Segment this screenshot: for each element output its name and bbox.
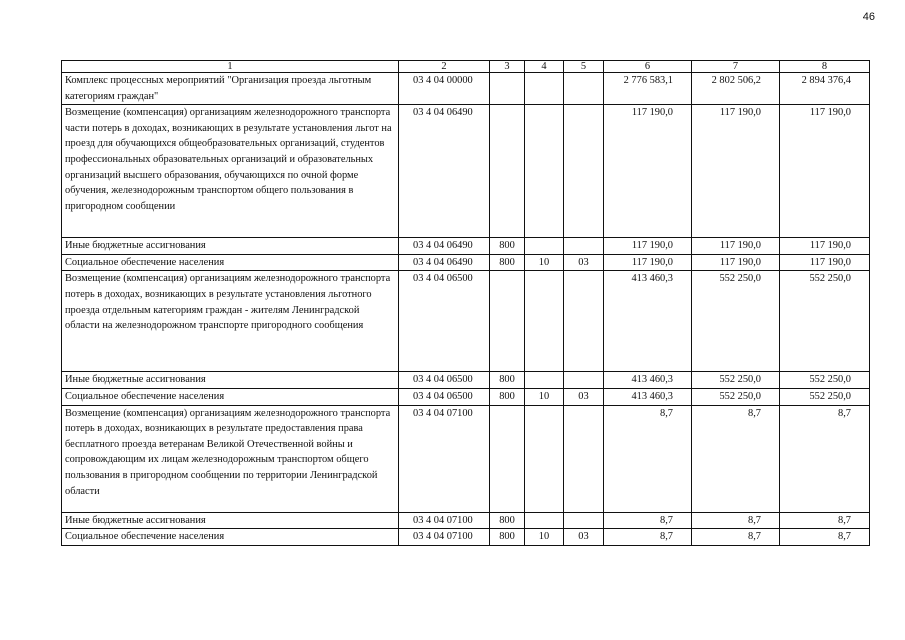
code-cell: 03 4 04 06490	[399, 254, 490, 271]
table-row	[62, 529, 870, 546]
description-cell: Возмещение (компенсация) организациям железнодорожного транспорта части потерь в доходах, возникающих в результате установления льгот на проезд для обучающихся общеобразовательных организаций, студентов профессиональных образовательных организаций и образовательных организаций высшего образования, обучающихся по очной форме обучения, железнодорожным транспортом общего пользования в пригородном сообщении	[62, 105, 399, 238]
col7-cell: 552 250,0	[692, 271, 780, 372]
col8-cell: 552 250,0	[780, 388, 870, 405]
col4-cell: 10	[525, 388, 564, 405]
col3-cell: 800	[490, 254, 525, 271]
header-row	[62, 61, 870, 73]
column-header: 8	[780, 61, 870, 73]
col7-cell: 2 802 506,2	[692, 73, 780, 105]
table-row	[62, 254, 870, 271]
col3-cell	[490, 105, 525, 238]
col4-cell	[525, 512, 564, 529]
col4-cell	[525, 271, 564, 372]
description-cell: Возмещение (компенсация) организациям железнодорожного транспорта потерь в доходах, возникающих в результате предоставления права бесплатного проезда ветеранам Великой Отечественной войны и сопровождающим их лицам железнодорожным транспортом общего пользования в пригородном сообщении по территории Ленинградской области	[62, 405, 399, 512]
col3-cell: 800	[490, 372, 525, 389]
col5-cell	[564, 238, 604, 255]
col8-cell: 117 190,0	[780, 105, 870, 238]
column-header: 5	[564, 61, 604, 73]
budget-table	[61, 60, 870, 546]
column-header: 6	[604, 61, 692, 73]
description-cell: Иные бюджетные ассигнования	[62, 512, 399, 529]
table-row	[62, 105, 870, 238]
col5-cell: 03	[564, 254, 604, 271]
col7-cell: 552 250,0	[692, 388, 780, 405]
col6-cell: 117 190,0	[604, 105, 692, 238]
description-cell: Возмещение (компенсация) организациям железнодорожного транспорта потерь в доходах, возникающих в результате установления льготного проезда отдельным категориям граждан - жителям Ленинградской области на железнодорожном транспорте пригородного сообщения	[62, 271, 399, 372]
col5-cell	[564, 271, 604, 372]
col3-cell: 800	[490, 238, 525, 255]
code-cell: 03 4 04 00000	[399, 73, 490, 105]
col5-cell	[564, 405, 604, 512]
col8-cell: 552 250,0	[780, 372, 870, 389]
col8-cell: 8,7	[780, 529, 870, 546]
code-cell: 03 4 04 06490	[399, 238, 490, 255]
col6-cell: 117 190,0	[604, 254, 692, 271]
table-row	[62, 238, 870, 255]
col4-cell	[525, 73, 564, 105]
code-cell: 03 4 04 06500	[399, 388, 490, 405]
column-header: 3	[490, 61, 525, 73]
col7-cell: 8,7	[692, 529, 780, 546]
description-cell: Комплекс процессных мероприятий "Организация проезда льготным категориям граждан"	[62, 73, 399, 105]
col4-cell	[525, 405, 564, 512]
description-cell: Социальное обеспечение населения	[62, 529, 399, 546]
col5-cell	[564, 512, 604, 529]
col4-cell: 10	[525, 529, 564, 546]
column-header: 1	[62, 61, 399, 73]
col8-cell: 552 250,0	[780, 271, 870, 372]
col4-cell: 10	[525, 254, 564, 271]
col5-cell	[564, 73, 604, 105]
col3-cell	[490, 405, 525, 512]
col8-cell: 2 894 376,4	[780, 73, 870, 105]
col5-cell: 03	[564, 388, 604, 405]
col7-cell: 117 190,0	[692, 254, 780, 271]
col3-cell: 800	[490, 388, 525, 405]
description-cell: Иные бюджетные ассигнования	[62, 372, 399, 389]
description-cell: Социальное обеспечение населения	[62, 254, 399, 271]
code-cell: 03 4 04 07100	[399, 512, 490, 529]
table-row	[62, 372, 870, 389]
col3-cell	[490, 73, 525, 105]
col8-cell: 8,7	[780, 405, 870, 512]
col7-cell: 117 190,0	[692, 105, 780, 238]
col6-cell: 8,7	[604, 512, 692, 529]
col8-cell: 117 190,0	[780, 254, 870, 271]
code-cell: 03 4 04 07100	[399, 529, 490, 546]
description-cell: Социальное обеспечение населения	[62, 388, 399, 405]
col6-cell: 8,7	[604, 405, 692, 512]
table-row	[62, 271, 870, 372]
col7-cell: 8,7	[692, 512, 780, 529]
col4-cell	[525, 238, 564, 255]
col6-cell: 2 776 583,1	[604, 73, 692, 105]
code-cell: 03 4 04 07100	[399, 405, 490, 512]
code-cell: 03 4 04 06500	[399, 271, 490, 372]
table-row	[62, 73, 870, 105]
col5-cell	[564, 372, 604, 389]
col7-cell: 117 190,0	[692, 238, 780, 255]
code-cell: 03 4 04 06490	[399, 105, 490, 238]
col8-cell: 117 190,0	[780, 238, 870, 255]
col6-cell: 413 460,3	[604, 388, 692, 405]
col7-cell: 8,7	[692, 405, 780, 512]
col6-cell: 413 460,3	[604, 372, 692, 389]
column-header: 4	[525, 61, 564, 73]
code-cell: 03 4 04 06500	[399, 372, 490, 389]
col3-cell: 800	[490, 512, 525, 529]
col3-cell	[490, 271, 525, 372]
col6-cell: 413 460,3	[604, 271, 692, 372]
col8-cell: 8,7	[780, 512, 870, 529]
page-number: 46	[862, 11, 875, 23]
col4-cell	[525, 372, 564, 389]
col5-cell: 03	[564, 529, 604, 546]
col3-cell: 800	[490, 529, 525, 546]
table-row	[62, 388, 870, 405]
col7-cell: 552 250,0	[692, 372, 780, 389]
table-row	[62, 405, 870, 512]
col4-cell	[525, 105, 564, 238]
column-header: 2	[399, 61, 490, 73]
description-cell: Иные бюджетные ассигнования	[62, 238, 399, 255]
column-header: 7	[692, 61, 780, 73]
table-row	[62, 512, 870, 529]
col6-cell: 8,7	[604, 529, 692, 546]
col5-cell	[564, 105, 604, 238]
col6-cell: 117 190,0	[604, 238, 692, 255]
